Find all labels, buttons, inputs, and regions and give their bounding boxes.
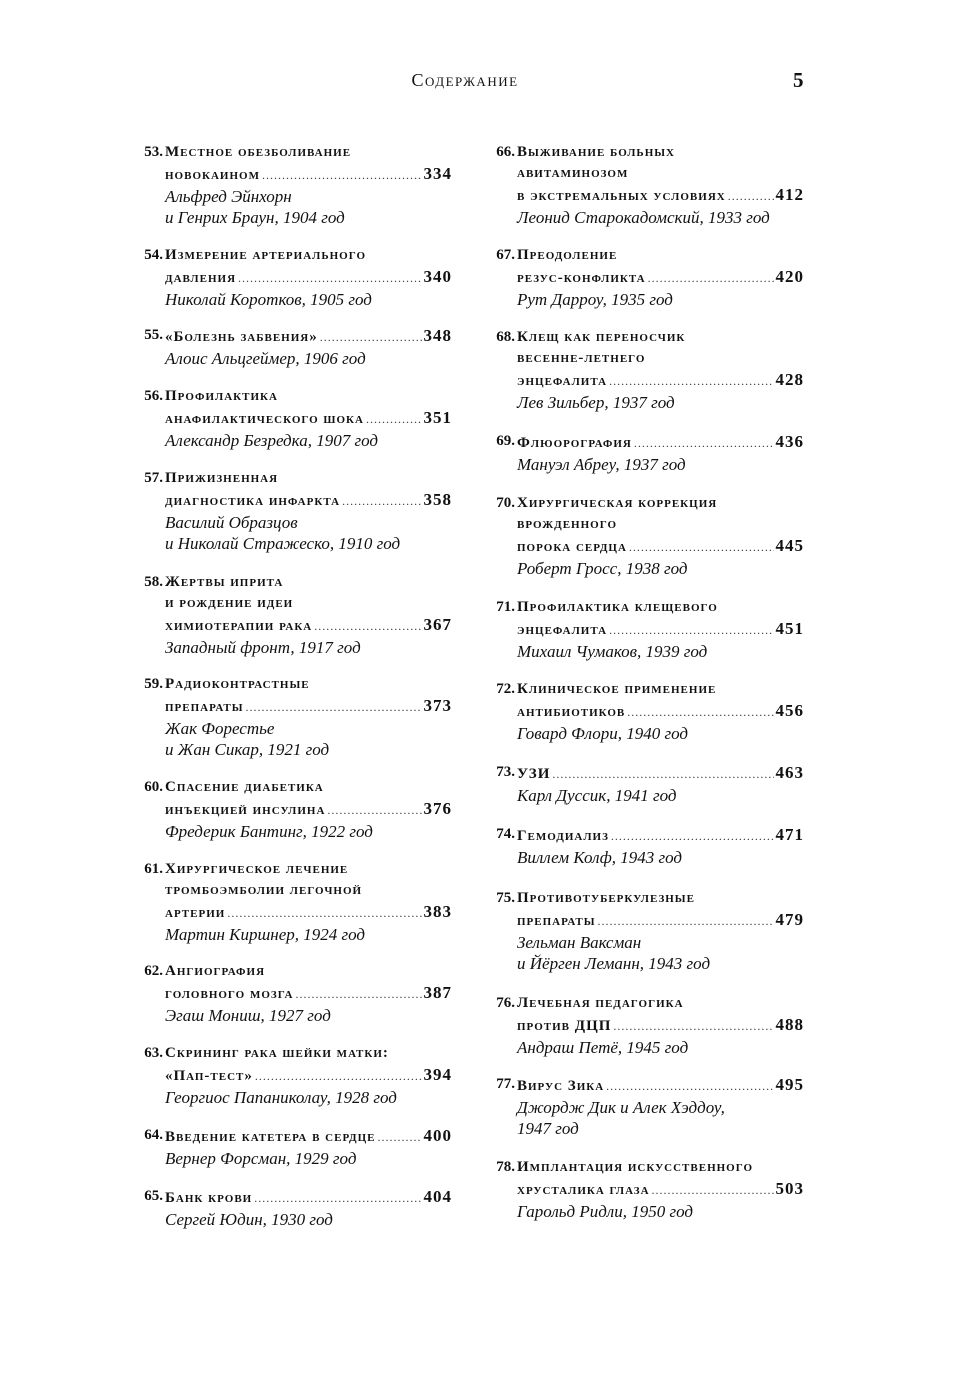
toc-entry-title-line: Измерение артериального [165,247,367,263]
toc-entry[interactable] [486,245,804,310]
toc-entry-title-last-line [165,325,452,348]
toc-entry-number: 54. [144,247,163,263]
toc-entry-author: Зельман Ваксман [517,933,642,952]
dot-leader [295,984,421,1005]
toc-entry-title-line: Хирургическая коррекция [517,495,718,511]
toc-entry-title-last-line [517,369,804,392]
toc-entry-title-text: Банк крови [165,1190,253,1206]
toc-entry-title-text: энцефалита [517,373,608,389]
toc-entry-title-line: Профилактика [165,388,278,404]
toc-entry-page: 383 [423,902,452,921]
toc-entry-title-last-line [165,798,452,821]
toc-entry-title-text: Флюорография [517,435,632,451]
toc-entry-title-text: энцефалита [517,622,608,638]
toc-entry-page: 436 [775,432,804,451]
dot-leader [314,616,421,637]
toc-entry-title-line: Выживание больных [517,144,676,160]
toc-entry-title-line: Лечебная педагогика [517,995,684,1011]
toc-entry-title-last-line [517,1014,804,1037]
toc-entry-page: 428 [775,370,804,389]
toc-entry-author: и Николай Стражеско, 1910 год [165,534,401,553]
toc-entry-number: 53. [144,144,163,160]
toc-entry[interactable] [486,1157,804,1222]
toc-entry-page: 495 [775,1075,804,1094]
toc-entry-number: 60. [144,779,163,795]
toc-entry-page: 340 [423,267,452,286]
toc-entry-title-text: новокаином [165,167,260,183]
toc-entry-author: 1947 год [517,1119,579,1138]
toc-entry-page: 376 [423,799,452,818]
toc-entry[interactable] [486,888,804,974]
toc-entry[interactable] [134,961,452,1026]
toc-entry-title-line: врожденного [517,516,618,532]
toc-entry-author: Георгиос Папаниколау, 1928 год [165,1088,397,1107]
toc-entry-author: Гарольд Ридли, 1950 год [517,1202,693,1221]
toc-entry-title-text: Вирус Зика [517,1078,605,1094]
dot-leader [627,702,773,723]
toc-entry-title-last-line [517,824,804,847]
toc-entry-title-line: авитаминозом [517,165,629,181]
toc-entry-number: 71. [496,599,515,615]
toc-entry-number: 67. [496,247,515,263]
toc-entry-author: и Йёрген Леманн, 1943 год [517,954,711,973]
toc-entry-title-text: в экстремальных условиях [517,188,726,204]
dot-leader [606,1076,773,1097]
toc-entry-title-line: и рождение идеи [165,595,294,611]
toc-entry-number: 63. [144,1045,163,1061]
toc-entry-title-line: Имплантация искусственного [517,1159,754,1175]
toc-entry-author: Западный фронт, 1917 год [165,638,361,657]
toc-entry-title-text: препараты [165,699,244,715]
toc-entry-page: 471 [775,825,804,844]
toc-entry-number: 77. [496,1076,515,1092]
toc-entry[interactable] [486,993,804,1058]
toc-entry-author: Жак Форестье [165,719,275,738]
toc-entry-number: 68. [496,329,515,345]
toc-entry-author: Вернер Форсман, 1929 год [165,1149,357,1168]
toc-entry-page: 456 [775,701,804,720]
toc-entry-number: 65. [144,1188,163,1204]
toc-entry-author: Андраш Петё, 1945 год [517,1038,689,1057]
toc-entry-title-last-line [165,1064,452,1087]
toc-entry-page: 488 [775,1015,804,1034]
toc-entry-number: 76. [496,995,515,1011]
toc-entry-title-text: УЗИ [517,766,551,782]
dot-leader [613,1016,773,1037]
toc-entry-title-last-line [517,184,804,207]
dot-leader [366,409,422,430]
toc-entry-page: 358 [423,490,452,509]
toc-entry-title-text: «Пап-тест» [165,1068,253,1084]
toc-entry-title-line: Местное обезболивание [165,144,352,160]
toc-entry-author: Джордж Дик и Алек Хэддоу, [517,1098,725,1117]
toc-entry-title-text: головного мозга [165,986,294,1002]
toc-entry-title-last-line [517,1074,804,1097]
toc-entry-title-line: Жертвы иприта [165,574,284,590]
toc-entry-number: 75. [496,890,515,906]
toc-entry-number: 56. [144,388,163,404]
toc-entry[interactable] [486,327,804,413]
toc-entry-title-last-line [165,489,452,512]
toc-entry-page: 400 [423,1126,452,1145]
toc-entry-author: Говард Флори, 1940 год [517,724,688,743]
toc-entry-page: 394 [423,1065,452,1084]
toc-entry-page: 479 [775,910,804,929]
toc-entry-title-last-line [165,266,452,289]
toc-entry-page: 412 [775,185,804,204]
toc-entry[interactable] [486,762,804,806]
toc-entry-title-last-line [517,431,804,454]
toc-entry-title-text: препараты [517,913,596,929]
toc-entry-title-last-line [165,163,452,186]
toc-entry-title-text: инъекцией инсулина [165,802,326,818]
toc-entry-page: 367 [423,615,452,634]
page-header-title: Содержание [411,70,519,90]
toc-entry-title-last-line [517,1178,804,1201]
toc-entry-page: 348 [423,326,452,345]
toc-entry-title-line: Профилактика клещевого [517,599,718,615]
toc-entry-title-text: антибиотиков [517,704,626,720]
toc-entry-title-line: Противотуберкулезные [517,890,695,906]
dot-leader [320,327,422,348]
toc-entry-title-last-line [517,266,804,289]
toc-entry-author: Мартин Киршнер, 1924 год [165,925,366,944]
toc-entry-title-last-line [517,762,804,785]
toc-entry-author: Алоис Альцгеймер, 1906 год [165,349,366,368]
toc-entry-page: 451 [775,619,804,638]
toc-entry-author: Карл Дуссик, 1941 год [517,786,677,805]
toc-entry[interactable] [486,1074,804,1139]
toc-entry-title-line: Ангиография [165,963,266,979]
toc-entry[interactable] [486,597,804,662]
toc-entry[interactable] [486,431,804,475]
dot-leader [609,371,773,392]
toc-entry[interactable] [134,325,452,369]
toc-entry-title-text: Гемодиализ [517,828,609,844]
toc-entry[interactable] [134,1125,452,1169]
toc-entry-number: 78. [496,1159,515,1175]
dot-leader [238,268,421,289]
dot-leader [552,764,773,785]
toc-entry-title-line: Прижизненная [165,470,279,486]
toc-entry-title-last-line [165,982,452,1005]
dot-leader [634,433,774,454]
toc-entry-title-text: резус-конфликта [517,270,646,286]
dot-leader [377,1127,421,1148]
toc-entry-title-last-line [517,700,804,723]
toc-entry-page: 503 [775,1179,804,1198]
toc-entry[interactable] [486,679,804,744]
toc-entry-page: 351 [423,408,452,427]
toc-entry[interactable] [134,674,452,760]
toc-entry-number: 74. [496,826,515,842]
toc-entry-author: Николай Коротков, 1905 год [165,290,372,309]
toc-entry-author: Эгаш Мониш, 1927 год [165,1006,331,1025]
toc-entry[interactable] [134,859,452,945]
toc-entry-author: Леонид Старокадомский, 1933 год [517,208,770,227]
toc-entry-author: Фредерик Бантинг, 1922 год [165,822,373,841]
toc-entry-title-last-line [165,1125,452,1148]
toc-entry-title-line: Клиническое применение [517,681,717,697]
toc-entry-title-text: диагностика инфаркта [165,493,341,509]
dot-leader [246,697,422,718]
toc-entry-number: 59. [144,676,163,692]
toc-entry[interactable] [134,777,452,842]
toc-entry-title-text: артерии [165,905,226,921]
toc-entry-title-line: Скрининг рака шейки матки: [165,1045,389,1061]
toc-entry-author: Сергей Юдин, 1930 год [165,1210,333,1229]
toc-entry-title-last-line [165,1186,452,1209]
toc-entry-number: 58. [144,574,163,590]
toc-entry-author: Александр Безредка, 1907 год [165,431,378,450]
toc-entry-author: Мануэл Абреу, 1937 год [517,455,686,474]
dot-leader [327,800,421,821]
toc-entry-title-text: давления [165,270,237,286]
toc-entry[interactable] [486,493,804,579]
toc-entry-number: 66. [496,144,515,160]
toc-entry[interactable] [134,386,452,451]
toc-entry-title-last-line [165,407,452,430]
dot-leader [611,826,774,847]
dot-leader [598,911,774,932]
toc-entry-page: 387 [423,983,452,1002]
toc-entry-title-line: тромбоэмболии легочной [165,882,363,898]
toc-entry[interactable] [134,572,452,658]
toc-entry-title-last-line [517,618,804,641]
toc-entry-title-last-line [165,614,452,637]
toc-entry-page: 334 [423,164,452,183]
toc-entry-author: Рут Дарроу, 1935 год [517,290,673,309]
toc-entry-page: 445 [775,536,804,555]
toc-entry-author: и Генрих Браун, 1904 год [165,208,345,227]
dot-leader [652,1180,774,1201]
dot-leader [262,165,422,186]
toc-entry[interactable] [134,1043,452,1108]
dot-leader [342,491,421,512]
toc-entry-title-text: порока сердца [517,539,627,555]
toc-entry-author: Альфред Эйнхорн [165,187,292,206]
dot-leader [254,1188,421,1209]
toc-entry-title-line: весенне-летнего [517,350,646,366]
toc-entry-number: 69. [496,433,515,449]
dot-leader [227,903,421,924]
toc-entry-title-text: Введение катетера в сердце [165,1129,376,1145]
toc-entry-number: 57. [144,470,163,486]
toc-entry[interactable] [486,142,804,228]
toc-entry-author: и Жан Сикар, 1921 год [165,740,330,759]
toc-entry-number: 70. [496,495,515,511]
toc-entry-title-text: анафилактического шока [165,411,364,427]
toc-entry-page: 463 [775,763,804,782]
toc-entry-title-line: Радиоконтрастные [165,676,310,692]
toc-entry-title-text: химиотерапии рака [165,618,313,634]
toc-entry-title-text: против ДЦП [517,1018,612,1034]
toc-entry-number: 61. [144,861,163,877]
toc-entry-title-last-line [517,909,804,932]
toc-entry-author: Михаил Чумаков, 1939 год [517,642,708,661]
toc-entry-author: Виллем Колф, 1943 год [517,848,683,867]
toc-entry-page: 404 [423,1187,452,1206]
toc-entry-number: 72. [496,681,515,697]
toc-entry-author: Василий Образцов [165,513,298,532]
toc-entry[interactable] [134,142,452,228]
toc-entry-page: 420 [775,267,804,286]
toc-entry-number: 55. [144,327,163,343]
dot-leader [629,537,774,558]
toc-entry-title-text: «Болезнь забвения» [165,329,318,345]
toc-entry[interactable] [134,468,452,554]
toc-entry-number: 64. [144,1127,163,1143]
toc-entry-title-last-line [165,901,452,924]
toc-entry-page: 373 [423,696,452,715]
page-number: 5 [793,68,804,92]
toc-entry-title-last-line [165,695,452,718]
dot-leader [648,268,774,289]
toc-entry-title-last-line [517,535,804,558]
toc-entry[interactable] [134,245,452,310]
toc-entry[interactable] [486,824,804,868]
dot-leader [609,620,773,641]
toc-entry-number: 73. [496,764,515,780]
toc-entry-number: 62. [144,963,163,979]
toc-entry-title-line: Клещ как переносчик [517,329,686,345]
toc-entry-title-line: Хирургическое лечение [165,861,349,877]
toc-entry-title-text: хрусталика глаза [517,1182,650,1198]
dot-leader [255,1066,422,1087]
toc-entry[interactable] [134,1186,452,1230]
dot-leader [728,186,774,207]
toc-entry-author: Лев Зильбер, 1937 год [517,393,675,412]
toc-entry-title-line: Спасение диабетика [165,779,324,795]
toc-entry-author: Роберт Гросс, 1938 год [517,559,688,578]
toc-entry-title-line: Преодоление [517,247,618,263]
